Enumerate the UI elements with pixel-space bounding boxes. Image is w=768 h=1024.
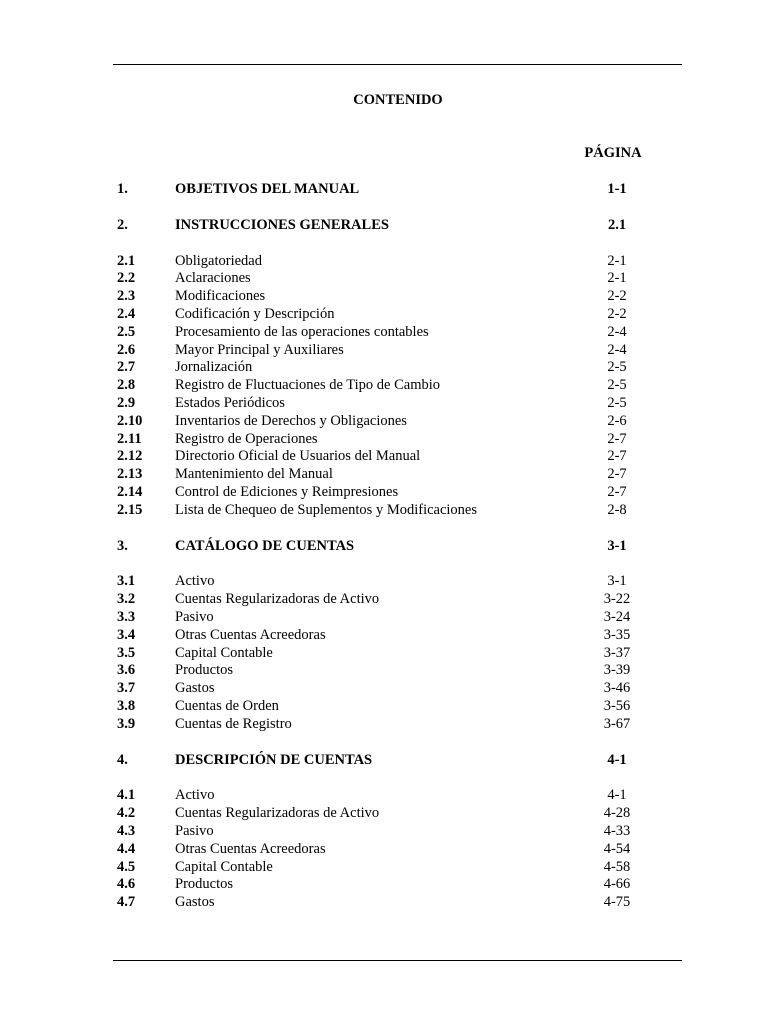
toc-entry	[117, 859, 667, 877]
toc-title: Registro de Operaciones	[175, 430, 318, 447]
toc-number: 2.13	[117, 466, 143, 483]
toc-page: 3-37	[603, 644, 631, 661]
toc-number: 2.8	[117, 377, 136, 394]
toc-page: 2-2	[607, 288, 627, 305]
toc-title: Gastos	[175, 894, 215, 911]
toc-number: 2.14	[117, 483, 143, 500]
toc-section	[117, 217, 667, 520]
toc-entry	[117, 484, 667, 502]
toc-page: 2-1	[607, 252, 627, 269]
toc-title: Modificaciones	[175, 288, 266, 305]
toc-title: INSTRUCCIONES GENERALES	[175, 216, 389, 233]
toc-entry	[117, 823, 667, 841]
toc-page: 4-75	[603, 894, 631, 911]
toc-entry	[117, 395, 667, 413]
toc-section	[117, 538, 667, 734]
toc-title: Obligatoriedad	[175, 252, 262, 269]
toc-page: 4-66	[603, 876, 631, 893]
toc-page: 3-35	[603, 626, 631, 643]
toc-page: 2-4	[607, 341, 627, 358]
top-rule	[113, 64, 682, 65]
toc-entry	[117, 787, 667, 805]
toc-page: 2-5	[607, 377, 627, 394]
toc-section-heading	[117, 752, 667, 770]
toc-page: 2-2	[607, 305, 627, 322]
toc-entry	[117, 680, 667, 698]
toc-number: 3.2	[117, 591, 136, 608]
toc-entry	[117, 841, 667, 859]
toc-entry	[117, 270, 667, 288]
toc-number: 4.6	[117, 876, 136, 893]
toc-title: Otras Cuentas Acreedoras	[175, 626, 326, 643]
toc-title: Mayor Principal y Auxiliares	[175, 341, 344, 358]
toc-entry	[117, 876, 667, 894]
toc-number: 2.6	[117, 341, 136, 358]
toc-page: 2.1	[607, 216, 627, 233]
toc-number: 2.5	[117, 323, 136, 340]
toc-number: 2.	[117, 216, 128, 233]
page-title: CONTENIDO	[353, 92, 443, 108]
toc-number: 1.	[117, 181, 128, 197]
toc-page: 3-1	[607, 537, 627, 554]
toc-title: Aclaraciones	[175, 270, 251, 287]
toc-entry	[117, 288, 667, 306]
toc-title: Directorio Oficial de Usuarios del Manual	[175, 448, 421, 465]
toc-entry	[117, 502, 667, 520]
toc-title: Pasivo	[175, 822, 214, 839]
toc-page: 2-1	[607, 270, 627, 287]
toc-title: Jornalización	[175, 359, 253, 376]
toc-number: 2.2	[117, 270, 136, 287]
toc-page: 3-39	[603, 662, 631, 679]
toc-number: 2.1	[117, 252, 136, 269]
toc-title: DESCRIPCIÓN DE CUENTAS	[175, 751, 373, 768]
toc-number: 2.12	[117, 448, 143, 465]
toc-number: 3.8	[117, 697, 136, 714]
toc-number: 3.1	[117, 573, 136, 590]
toc-page: 3-22	[603, 591, 631, 608]
toc-page: 2-7	[607, 430, 627, 447]
toc-entry	[117, 448, 667, 466]
toc-title: Pasivo	[175, 608, 214, 625]
toc-title: Mantenimiento del Manual	[175, 466, 333, 483]
toc-page: 2-8	[607, 501, 627, 518]
toc-page: 2-7	[607, 448, 627, 465]
toc-title: CATÁLOGO DE CUENTAS	[175, 537, 355, 554]
toc-number: 2.9	[117, 394, 136, 411]
toc-entry	[117, 645, 667, 663]
toc-title: Inventarios de Derechos y Obligaciones	[175, 412, 407, 429]
toc-title: Productos	[175, 662, 233, 679]
toc-page: 3-1	[607, 573, 627, 590]
toc-page: 2-4	[607, 323, 627, 340]
toc-title: Cuentas de Registro	[175, 715, 292, 732]
toc-number: 3.6	[117, 662, 136, 679]
toc-number: 2.10	[117, 412, 143, 429]
toc-section-heading	[117, 181, 667, 199]
toc-page: 2-6	[607, 412, 627, 429]
bottom-rule	[113, 960, 682, 961]
toc-title: Capital Contable	[175, 644, 273, 661]
toc-page: 2-5	[607, 359, 627, 376]
toc-number: 3.3	[117, 608, 136, 625]
toc-title: OBJETIVOS DEL MANUAL	[175, 181, 360, 197]
toc-page: 1-1	[607, 181, 627, 197]
toc-entry	[117, 591, 667, 609]
toc-page: 2-7	[607, 466, 627, 483]
toc-page: 3-24	[603, 608, 631, 625]
toc-title: Registro de Fluctuaciones de Tipo de Cambio	[175, 377, 441, 394]
toc-number: 4.7	[117, 894, 136, 911]
toc-section	[117, 752, 667, 912]
toc-entry	[117, 627, 667, 645]
toc-page: 4-1	[607, 787, 627, 804]
toc-entry	[117, 662, 667, 680]
toc-number: 3.	[117, 537, 128, 554]
toc-entry	[117, 324, 667, 342]
toc-number: 4.	[117, 751, 128, 768]
toc-title: Cuentas Regularizadoras de Activo	[175, 805, 380, 822]
toc-number: 3.5	[117, 644, 136, 661]
toc-title: Cuentas de Orden	[175, 697, 279, 714]
toc-section-heading	[117, 538, 667, 556]
toc-entry	[117, 716, 667, 734]
toc-entry	[117, 698, 667, 716]
toc-entry	[117, 342, 667, 360]
toc-entry	[117, 253, 667, 271]
toc-title: Estados Periódicos	[175, 394, 285, 411]
toc-title: Capital Contable	[175, 858, 273, 875]
toc-page: 2-7	[607, 483, 627, 500]
toc-title: Cuentas Regularizadoras de Activo	[175, 591, 380, 608]
toc-number: 4.4	[117, 840, 136, 857]
toc-title: Otras Cuentas Acreedoras	[175, 840, 326, 857]
toc-number: 4.2	[117, 805, 136, 822]
toc-number: 4.3	[117, 822, 136, 839]
toc-entry	[117, 359, 667, 377]
toc-number: 2.3	[117, 288, 136, 305]
toc-page: 2-5	[607, 394, 627, 411]
toc-number: 2.4	[117, 305, 136, 322]
toc-page: 4-1	[607, 751, 627, 768]
toc-page: 3-67	[603, 715, 631, 732]
toc-page: 4-33	[603, 822, 631, 839]
toc-title: Lista de Chequeo de Suplementos y Modificaciones	[175, 501, 478, 518]
toc-page: 3-56	[603, 697, 631, 714]
toc-page: 4-28	[603, 805, 631, 822]
toc-number: 4.1	[117, 787, 136, 804]
toc-entry	[117, 805, 667, 823]
toc-entry	[117, 466, 667, 484]
toc-title: Procesamiento de las operaciones contables	[175, 323, 429, 340]
toc-title: Activo	[175, 787, 215, 804]
toc-entry	[117, 573, 667, 591]
toc-page: 4-58	[603, 858, 631, 875]
toc-page: 3-46	[603, 680, 631, 697]
toc-entry	[117, 306, 667, 324]
toc-number: 2.11	[117, 430, 142, 447]
toc-number: 2.7	[117, 359, 136, 376]
toc-section	[117, 181, 667, 199]
toc-entry	[117, 377, 667, 395]
toc-page: 4-54	[603, 840, 631, 857]
toc-number: 3.9	[117, 715, 136, 732]
toc-number: 3.7	[117, 680, 136, 697]
toc-number: 3.4	[117, 626, 136, 643]
toc-title: Productos	[175, 876, 233, 893]
toc-number: 4.5	[117, 858, 136, 875]
toc-entry	[117, 413, 667, 431]
toc-entry	[117, 894, 667, 912]
toc-entry	[117, 609, 667, 627]
toc-title: Control de Ediciones y Reimpresiones	[175, 483, 399, 500]
toc-title: Activo	[175, 573, 215, 590]
page-column-header: PÁGINA	[584, 145, 642, 161]
toc-section-heading	[117, 217, 667, 235]
toc-number: 2.15	[117, 501, 143, 518]
table-of-contents	[117, 181, 667, 930]
toc-title: Codificación y Descripción	[175, 305, 335, 322]
toc-entry	[117, 431, 667, 449]
toc-title: Gastos	[175, 680, 215, 697]
